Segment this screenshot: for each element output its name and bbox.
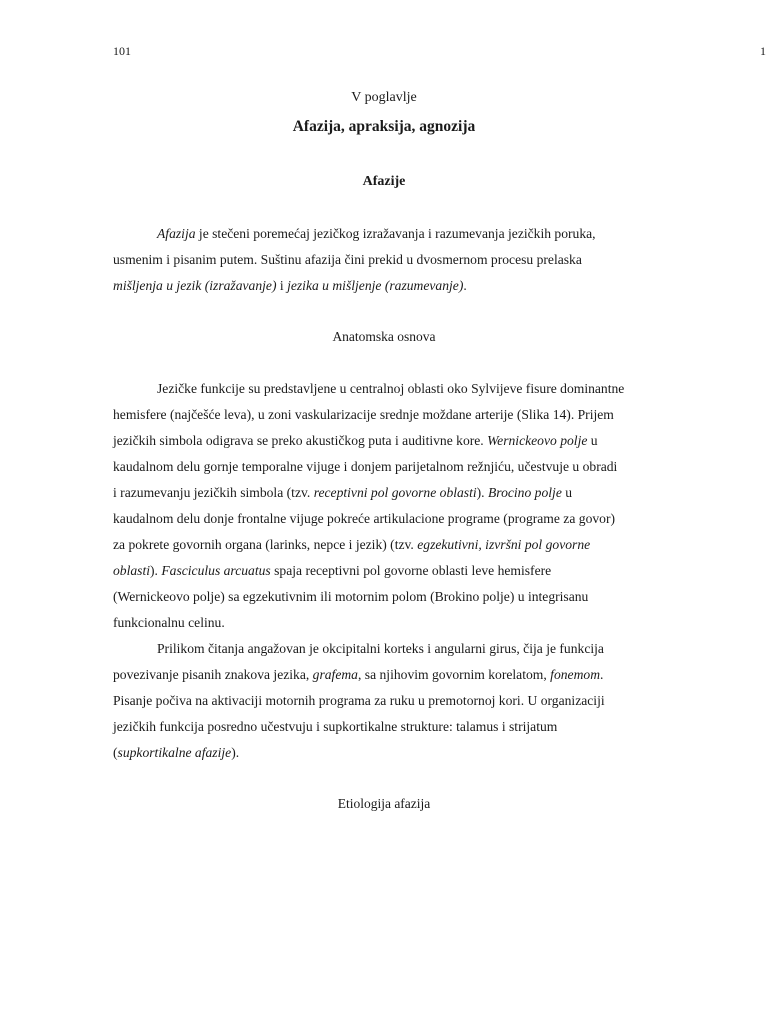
text-run: ). <box>476 485 488 500</box>
paragraph-line <box>113 506 693 532</box>
text-run: hemisfere (najčešće leva), u zoni vaskularizacije srednje moždane arterije (Slika 14). Prijem <box>113 407 614 422</box>
paragraph-line <box>113 376 693 402</box>
term-italic: Fasciculus arcuatus <box>161 563 271 578</box>
paragraph-line <box>113 221 693 247</box>
paragraph-line <box>113 636 693 662</box>
term-italic: fonemom <box>550 667 601 682</box>
paragraph-line <box>113 402 693 428</box>
section-heading-afazije: Afazije <box>362 174 406 189</box>
text-run: u <box>561 485 573 500</box>
text-run: usmenim i pisanim putem. Suštinu afazija čini prekid u dvosmernom procesu prelaska <box>113 252 582 267</box>
text-run: kaudalnom delu gornje temporalne vijuge i donjem parijetalnom režnjiću, učestvuje u obradi <box>113 459 618 474</box>
text-run: Prilikom čitanja angažovan je okcipitalni korteks i angularni girus, čija je funkcija <box>157 641 604 656</box>
text-run: je stečeni poremećaj jezičkog izražavanja i razumevanja jezičkih poruka, <box>195 226 596 241</box>
text-run: . <box>600 667 604 682</box>
term-italic: jezika u mišljenje (razumevanje) <box>287 278 464 293</box>
text-run: jezičkih simbola odigrava se preko akustičkog puta i auditivne kore. <box>113 433 488 448</box>
chapter-label: V poglavlje <box>351 90 417 105</box>
text-run: i <box>276 278 288 293</box>
paragraph-line <box>113 714 693 740</box>
paragraph-definition <box>113 221 693 299</box>
text-run: ( <box>113 745 118 760</box>
term-italic: mišljenja u jezik (izražavanje) <box>113 278 277 293</box>
paragraph-line <box>113 584 693 610</box>
text-run: kaudalnom delu donje frontalne vijuge pokreće artikulacione programe (programe za govor) <box>113 511 616 526</box>
term-italic: Wernickeovo polje <box>487 433 588 448</box>
text-run: i razumevanju jezičkih simbola (tzv. <box>113 485 314 500</box>
paragraph-line <box>113 454 693 480</box>
term-italic: oblasti <box>113 563 151 578</box>
text-run: , sa njihovim govornim korelatom, <box>357 667 551 682</box>
paragraph-line <box>113 740 693 766</box>
text-run: za pokrete govornih organa (larinks, nepce i jezik) (tzv. <box>113 537 418 552</box>
paragraph-line <box>113 273 693 299</box>
text-run: ). <box>150 563 162 578</box>
chapter-title: Afazija, apraksija, agnozija <box>292 118 476 135</box>
paragraph-line <box>113 610 693 636</box>
text-run: jezičkih funkcija posredno učestvuju i supkortikalne strukture: talamus i strijatum <box>113 719 558 734</box>
text-run: Jezičke funkcije su predstavljene u centralnoj oblasti oko Sylvijeve fisure dominantne <box>157 381 625 396</box>
text-run: . <box>463 278 467 293</box>
term-italic: Brocino polje <box>487 485 562 500</box>
paragraph-anatomy <box>113 376 693 636</box>
term-italic: grafema <box>312 667 358 682</box>
page-number-right: 1 <box>760 44 766 58</box>
paragraph-line <box>113 688 693 714</box>
term-italic: egzekutivni, izvršni pol govorne <box>417 537 591 552</box>
section-heading-etiologija: Etiologija afazija <box>337 796 431 811</box>
text-run: ). <box>231 745 240 760</box>
text-run: funkcionalnu celinu. <box>113 615 225 630</box>
paragraph-line <box>113 662 693 688</box>
text-run: (Wernickeovo polje) sa egzekutivnim ili motornim polom (Brokino polje) u integrisanu <box>113 589 589 604</box>
paragraph-line <box>113 558 693 584</box>
page-number-left: 101 <box>113 44 131 58</box>
paragraph-line <box>113 480 693 506</box>
paragraph-reading-writing <box>113 636 693 766</box>
text-run: u <box>587 433 598 448</box>
paragraph-line <box>113 532 693 558</box>
paragraph-line <box>113 247 693 273</box>
text-run: Pisanje počiva na aktivaciji motornih programa za ruku u premotornoj kori. U organizaciji <box>113 693 605 708</box>
term-italic: supkortikalne afazije <box>117 745 232 760</box>
section-heading-anatomska-osnova: Anatomska osnova <box>332 329 436 344</box>
text-run: povezivanje pisanih znakova jezika, <box>113 667 313 682</box>
term-italic: receptivni pol govorne oblasti <box>313 485 477 500</box>
paragraph-line <box>113 428 693 454</box>
term-italic: Afazija <box>157 226 196 241</box>
text-run: spaja receptivni pol govorne oblasti leve hemisfere <box>270 563 552 578</box>
